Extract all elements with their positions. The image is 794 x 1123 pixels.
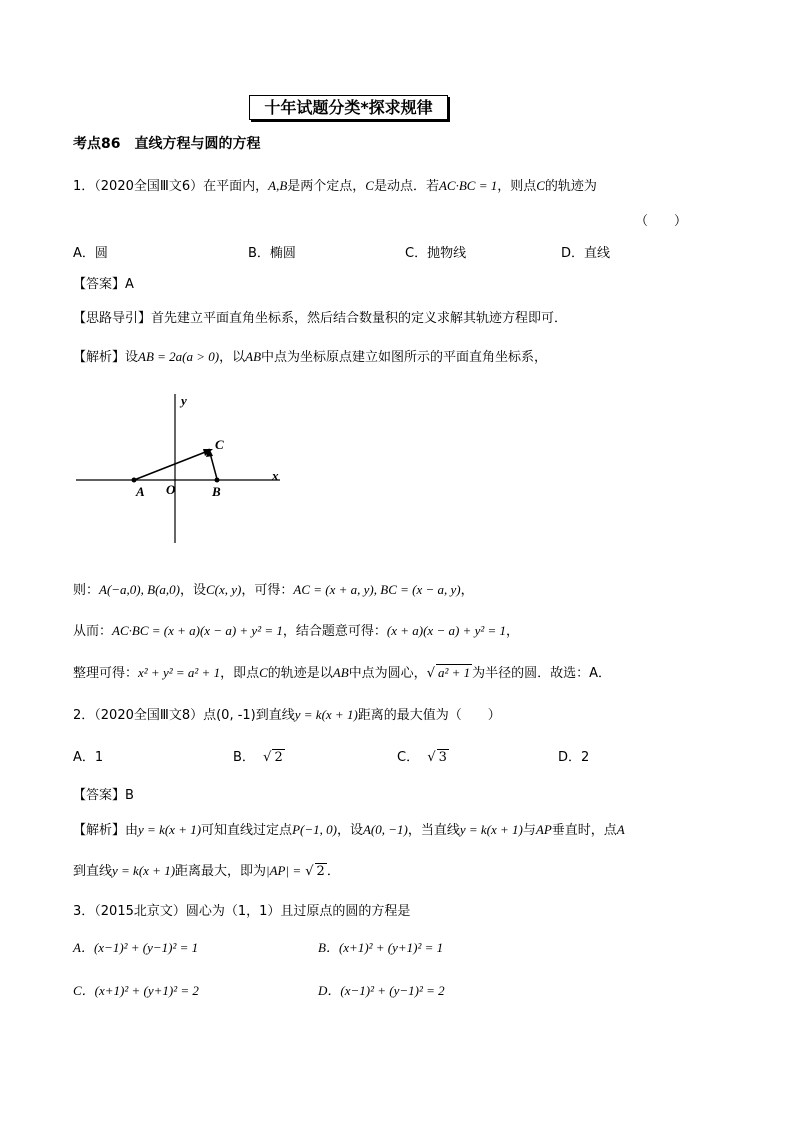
q1-answer: 【答案】A [73, 277, 134, 292]
q2-option-b: B． √ 2 [233, 750, 283, 765]
q2-analysis: 【解析】由y = k(x + 1)可知直线过定点P(−1, 0)，设A(0, −1)，当直线y = k(x + 1)与AP垂直时，点A [73, 822, 625, 838]
label-a: A [136, 484, 145, 499]
q1-option-a: A．圆 [73, 246, 108, 261]
q1-line1: 则：A(−a,0), B(a,0)，设C(x, y)，可得：AC = (x + a, y), BC = (x − a, y)， [73, 582, 474, 598]
coordinate-figure [70, 390, 290, 550]
point-a [132, 478, 137, 483]
q3-option-d: D．(x−1)² + (y−1)² = 2 [318, 983, 445, 998]
label-o: O [166, 482, 176, 497]
q1-line3: 整理可得：x² + y² = a² + 1，即点C的轨迹是以AB中点为圆心，√ a² + 1 为半径的圆．故选：A． [73, 665, 612, 681]
q1-hint: 【思路导引】首先建立平面直角坐标系，然后结合数量积的定义求解其轨迹方程即可． [73, 311, 568, 326]
vector-ac [134, 451, 208, 480]
q3-option-b: B．(x+1)² + (y+1)² = 1 [318, 940, 444, 955]
question-1-answer-paren: （ ） [635, 214, 688, 229]
q3-option-c: C．(x+1)² + (y+1)² = 2 [73, 983, 199, 998]
q1-option-b: B．椭圆 [248, 246, 296, 261]
vector-bc [210, 453, 217, 479]
question-1-stem: 1．（2020全国Ⅲ文6）在平面内，A,B是两个定点，C是动点．若AC·BC = 1，则点C的轨迹为 [73, 178, 597, 194]
q1-option-d: D．直线 [561, 246, 611, 261]
point-b [215, 478, 220, 483]
q2-option-c: C． √ 3 [397, 750, 447, 765]
label-x: x [272, 468, 279, 483]
q2-option-a: A．1 [73, 750, 104, 765]
q2-option-d: D．2 [558, 750, 590, 765]
label-b: B [212, 484, 221, 499]
section-heading: 考点86 直线方程与圆的方程 [73, 136, 261, 152]
question-2-stem: 2．（2020全国Ⅲ文8）点(0, -1)到直线y = k(x + 1)距离的最大值为（ ） [73, 707, 501, 723]
q3-option-a: A．(x−1)² + (y−1)² = 1 [73, 940, 199, 955]
label-c: C [215, 437, 224, 452]
q1-line2: 从而：AC·BC = (x + a)(x − a) + y² = 1，结合题意可得：(x + a)(x − a) + y² = 1， [73, 623, 520, 639]
q1-option-c: C．抛物线 [405, 246, 467, 261]
label-y: y [181, 393, 187, 408]
q2-analysis-line2: 到直线y = k(x + 1)距离最大，即为|AP| = √ 2 ． [73, 863, 340, 879]
question-3-stem: 3．（2015北京文）圆心为（1，1）且过原点的圆的方程是 [73, 904, 411, 919]
q2-answer: 【答案】B [73, 788, 134, 803]
page-title: 十年试题分类*探求规律 [249, 95, 448, 120]
q1-analysis: 【解析】设AB = 2a(a > 0)，以AB中点为坐标原点建立如图所示的平面直角坐标系， [73, 349, 548, 365]
